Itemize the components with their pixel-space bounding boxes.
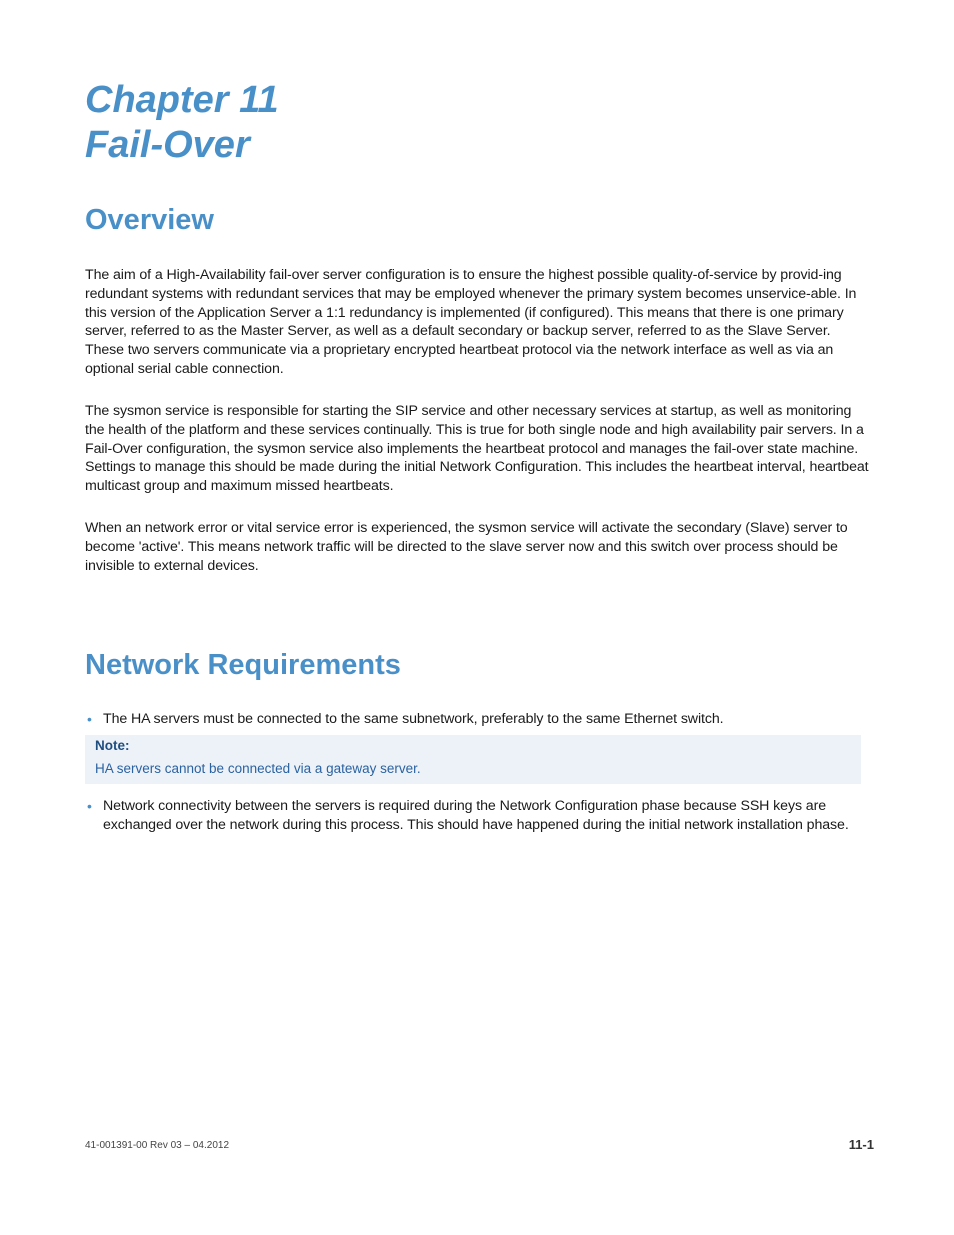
footer-page-number: 11-1: [848, 1137, 874, 1152]
overview-paragraph-3: When an network error or vital service error is experienced, the sysmon service will activate the secondary (Slave) server to become 'active'. This means network traffic will be directed to the slave server now and this switch over process should be invisible to external devices.: [85, 520, 848, 574]
chapter-name: Fail-Over: [85, 124, 250, 166]
chapter-title: [85, 78, 279, 168]
list-item: [85, 710, 872, 729]
footer-doc-reference: 41-001391-00 Rev 03 – 04.2012: [85, 1140, 230, 1151]
note-text: HA servers cannot be connected via a gateway server.: [95, 761, 421, 776]
bullet-text: Network connectivity between the servers is required during the Network Configuration phase because SSH keys are exchanged over the network during this process. This should have happened during the initial network installation phase.: [103, 798, 849, 833]
overview-paragraph-2: The sysmon service is responsible for starting the SIP service and other necessary services at startup, as well as monitoring the health of the platform and these services continually. This is true for both single node and high availability pair servers. In a Fail-Over configuration, the sysmon service also implements the heartbeat protocol and manages the fail-over state machine. Settings to manage this should be made during the initial Network Configuration. This includes the heartbeat interval, heartbeat multicast group and maximum missed heartbeats.: [85, 403, 869, 495]
note-title: Note:: [95, 738, 130, 753]
overview-paragraph-1: The aim of a High-Availability fail-over server configuration is to ensure the highest possible quality-of-service by provid-ing redundant systems with redundant services that may be employed whenever the primary system becomes unservice-able. In this version of the Application Server a 1:1 redundancy is implemented (if configured). This means that there is one primary server, referred to as the Master Server, as well as a default secondary or backup server, referred to as the Slave Server. These two servers communicate via a proprietary encrypted heartbeat protocol via the network interface as well as via an optional serial cable connection.: [85, 267, 857, 377]
requirements-list-1: [85, 710, 872, 729]
overview-heading: Overview: [85, 204, 214, 236]
bullet-icon: •: [87, 798, 92, 814]
network-requirements-heading: Network Requirements: [85, 649, 401, 681]
chapter-number: Chapter 11: [85, 79, 279, 121]
note-box: [85, 735, 861, 784]
list-item: [85, 797, 872, 835]
bullet-icon: •: [87, 711, 92, 727]
bullet-text: The HA servers must be connected to the same subnetwork, preferably to the same Ethernet switch.: [103, 711, 724, 727]
requirements-list-2: [85, 797, 872, 835]
